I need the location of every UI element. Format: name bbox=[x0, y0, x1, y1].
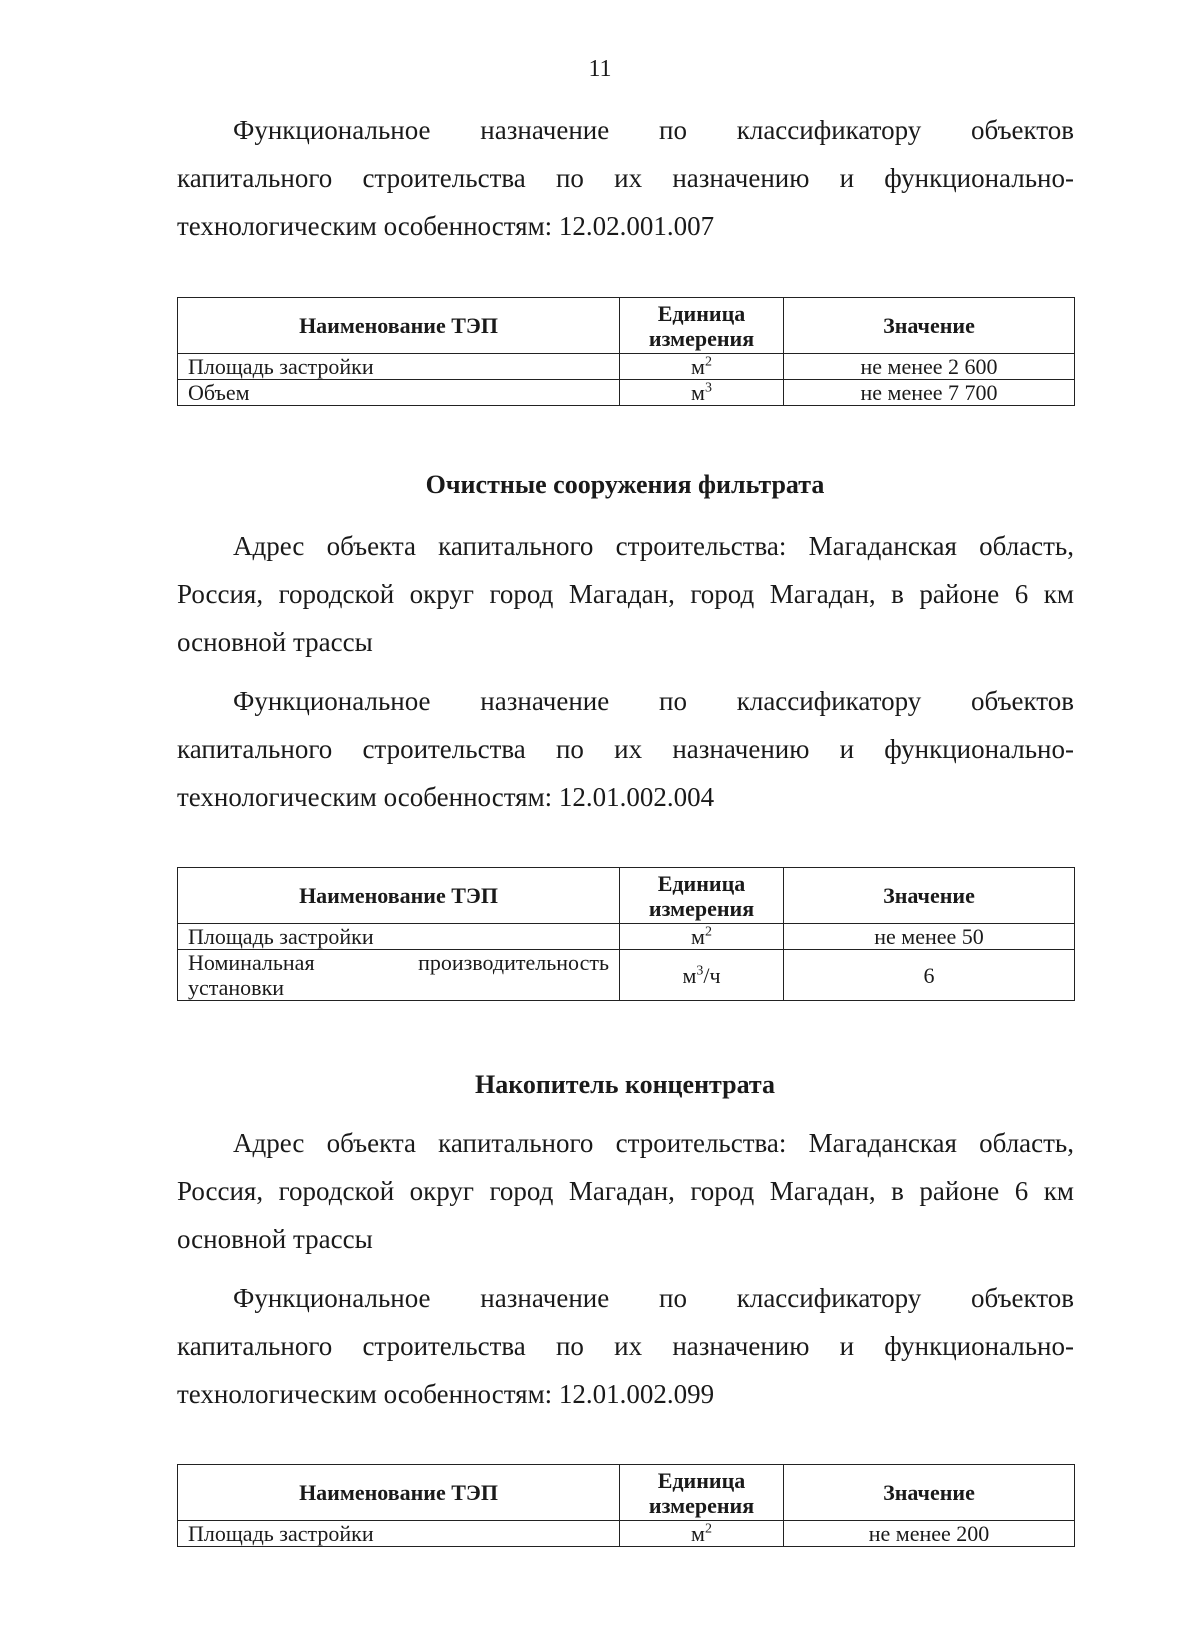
cell-name-part: Номинальная bbox=[188, 950, 315, 975]
table-header-row bbox=[178, 868, 1075, 924]
paragraph-line: Россия, городской округ город Магадан, город Магадан, в районе 6 км bbox=[177, 1176, 1074, 1206]
table-header-row bbox=[178, 298, 1075, 354]
paragraph-line: капитального строительства по их назначению и функционально- bbox=[177, 1331, 1074, 1361]
section2-title: Очистные сооружения фильтрата bbox=[425, 470, 825, 499]
header-unit bbox=[620, 1465, 784, 1521]
paragraph-line: Функциональное назначение по классификатору объектов bbox=[233, 1283, 1074, 1313]
section3-title: Накопитель концентрата bbox=[474, 1070, 776, 1099]
cell-unit bbox=[620, 950, 784, 1001]
unit-base: м bbox=[691, 1521, 705, 1546]
header-value: Значение bbox=[784, 1465, 1075, 1521]
section3-tep-table bbox=[177, 1464, 1075, 1547]
table-row bbox=[178, 380, 1075, 406]
paragraph-line: Функциональное назначение по классификатору объектов bbox=[233, 686, 1074, 716]
section2-address-paragraph bbox=[177, 522, 1074, 666]
header-unit-line1: Единица bbox=[657, 300, 746, 326]
unit-sup: 3 bbox=[704, 380, 712, 396]
header-unit-line1: Единица bbox=[657, 870, 746, 896]
header-name: Наименование ТЭП bbox=[178, 298, 620, 354]
header-unit bbox=[620, 868, 784, 924]
cell-name-first-line bbox=[188, 950, 609, 975]
cell-name-part: установки bbox=[188, 975, 285, 1000]
cell-unit bbox=[620, 924, 784, 950]
unit-sup: 2 bbox=[704, 924, 712, 940]
cell-name: Площадь застройки bbox=[178, 354, 620, 380]
cell-value: не менее 50 bbox=[784, 924, 1075, 950]
cell-unit bbox=[620, 380, 784, 406]
paragraph-line: технологическим особенностям: 12.02.001.007 bbox=[177, 211, 715, 241]
table-row bbox=[178, 950, 1075, 1001]
cell-value: не менее 200 bbox=[784, 1521, 1075, 1547]
header-unit-line2: измерения bbox=[648, 325, 755, 351]
section3-address-paragraph bbox=[177, 1119, 1074, 1263]
table-row bbox=[178, 354, 1075, 380]
header-unit-line1: Единица bbox=[657, 1467, 746, 1493]
cell-value: не менее 2 600 bbox=[784, 354, 1075, 380]
page-number: 11 bbox=[588, 56, 612, 82]
header-value: Значение bbox=[784, 868, 1075, 924]
section1-tep-table bbox=[177, 297, 1075, 406]
table-row bbox=[178, 1521, 1075, 1547]
unit-suffix: /ч bbox=[703, 962, 721, 988]
unit-base: м bbox=[691, 354, 705, 379]
header-unit bbox=[620, 298, 784, 354]
paragraph-line: технологическим особенностям: 12.01.002.099 bbox=[177, 1379, 715, 1409]
unit-sup: 3 bbox=[696, 963, 704, 979]
unit-base: м bbox=[691, 924, 705, 949]
table-row bbox=[178, 924, 1075, 950]
cell-name bbox=[178, 950, 620, 1001]
header-name: Наименование ТЭП bbox=[178, 1465, 620, 1521]
paragraph-line: Функциональное назначение по классификатору объектов bbox=[233, 115, 1074, 145]
table-header-row bbox=[178, 1465, 1075, 1521]
header-unit-line2: измерения bbox=[648, 895, 755, 921]
section3-purpose-paragraph bbox=[177, 1274, 1074, 1418]
cell-name: Площадь застройки bbox=[178, 1521, 620, 1547]
section1-purpose-paragraph bbox=[177, 106, 1074, 250]
paragraph-line: технологическим особенностям: 12.01.002.004 bbox=[177, 782, 715, 812]
paragraph-line: Россия, городской округ город Магадан, город Магадан, в районе 6 км bbox=[177, 579, 1074, 609]
cell-unit bbox=[620, 1521, 784, 1547]
cell-value: 6 bbox=[784, 950, 1075, 1001]
cell-name-part: производительность bbox=[418, 950, 609, 975]
header-unit-line2: измерения bbox=[648, 1492, 755, 1518]
unit-base: м bbox=[682, 962, 697, 988]
cell-name: Площадь застройки bbox=[178, 924, 620, 950]
unit-sup: 2 bbox=[704, 1521, 712, 1537]
unit-base: м bbox=[691, 380, 705, 405]
unit-sup: 2 bbox=[704, 354, 712, 370]
paragraph-line: Адрес объекта капитального строительства: Магаданская область, bbox=[233, 531, 1074, 561]
header-name: Наименование ТЭП bbox=[178, 868, 620, 924]
section2-purpose-paragraph bbox=[177, 677, 1074, 821]
cell-unit bbox=[620, 354, 784, 380]
paragraph-line: основной трассы bbox=[177, 1224, 373, 1254]
paragraph-line: капитального строительства по их назначению и функционально- bbox=[177, 163, 1074, 193]
cell-value: не менее 7 700 bbox=[784, 380, 1075, 406]
paragraph-line: Адрес объекта капитального строительства: Магаданская область, bbox=[233, 1128, 1074, 1158]
paragraph-line: капитального строительства по их назначению и функционально- bbox=[177, 734, 1074, 764]
cell-name: Объем bbox=[178, 380, 620, 406]
section2-tep-table bbox=[177, 867, 1075, 1001]
header-value: Значение bbox=[784, 298, 1075, 354]
paragraph-line: основной трассы bbox=[177, 627, 373, 657]
